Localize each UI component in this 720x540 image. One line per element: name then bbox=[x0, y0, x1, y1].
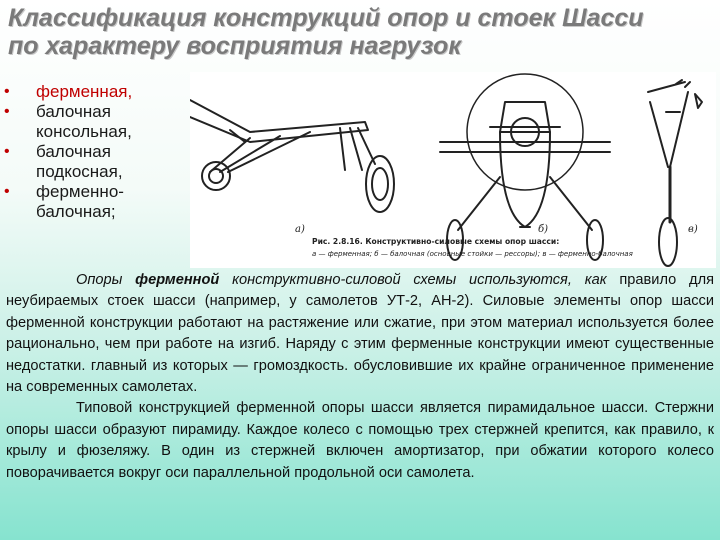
truss-gear-drawing bbox=[190, 100, 394, 212]
bullet-text: балочная подкосная, bbox=[36, 142, 123, 181]
figure-label-a: а) bbox=[295, 224, 305, 235]
paragraph-1-middle: конструктивно-силовой схемы используются, как bbox=[219, 272, 607, 288]
truss-beam-gear-drawing bbox=[648, 80, 702, 266]
figure-label-b: б) bbox=[538, 224, 549, 235]
aircraft-front-drawing bbox=[440, 74, 610, 260]
bullet-text: балочная консольная, bbox=[36, 102, 132, 141]
bullet-item bbox=[4, 82, 189, 102]
landing-gear-diagram bbox=[190, 72, 716, 268]
figure-label-c: в) bbox=[688, 224, 698, 235]
bullet-item bbox=[4, 182, 189, 222]
bullet-marker-icon: • bbox=[4, 143, 10, 160]
title-line-1: Классификация конструкций опор и стоек Шасси bbox=[8, 4, 644, 32]
bullet-marker-icon: • bbox=[4, 183, 10, 200]
body-text bbox=[6, 270, 714, 484]
figure-caption-title: Рис. 2.8.16. Конструктивно-силовые схемы опор шасси: bbox=[312, 237, 560, 246]
bullet-text: ферменная, bbox=[36, 82, 133, 101]
landing-gear-figure bbox=[190, 72, 716, 268]
paragraph-2-text: Типовой конструкцией ферменной опоры шасси является пирамидальное шасси. Стержни опоры шасси образуют пирамиду. Каждое колесо с помощью трех стержней крепится, как правило, к крылу и фюзеляжу. В один из стержней включен амортизатор, при обжатии которого колесо поворачивается вокруг оси параллельной продольной оси самолета. bbox=[6, 400, 714, 481]
paragraph-1-start: Опоры bbox=[76, 272, 136, 288]
bullet-list bbox=[4, 82, 189, 222]
figure-caption-line: а — ферменная; б — балочная (основные стойки — рессоры); в — ферменно-балочная bbox=[312, 250, 633, 258]
paragraph-1 bbox=[6, 270, 714, 398]
bullet-item bbox=[4, 102, 189, 142]
bullet-marker-icon: • bbox=[4, 103, 10, 120]
paragraph-1-bold-word: ферменной bbox=[135, 272, 220, 288]
slide-title bbox=[8, 4, 713, 60]
paragraph-1-rest: правило для неубираемых стоек шасси (например, у самолетов УТ-2, АН-2). Силовые элементы опор шасси ферменной конструкции работают на растяжение или сжатие, при этом материал используется более рационально, чем при работе на изгиб. Наряду с этим ферменные конструкции имеют существенные недостатки. главный из которых — громоздкость. обусловившие их крайне ограниченное применение на современных самолетах. bbox=[6, 272, 714, 396]
bullet-marker-icon: • bbox=[4, 83, 10, 100]
paragraph-2 bbox=[6, 398, 714, 484]
title-line-2: по характеру восприятия нагрузок bbox=[8, 32, 461, 60]
bullet-text: ферменно-балочная; bbox=[36, 182, 124, 221]
bullet-item bbox=[4, 142, 189, 182]
